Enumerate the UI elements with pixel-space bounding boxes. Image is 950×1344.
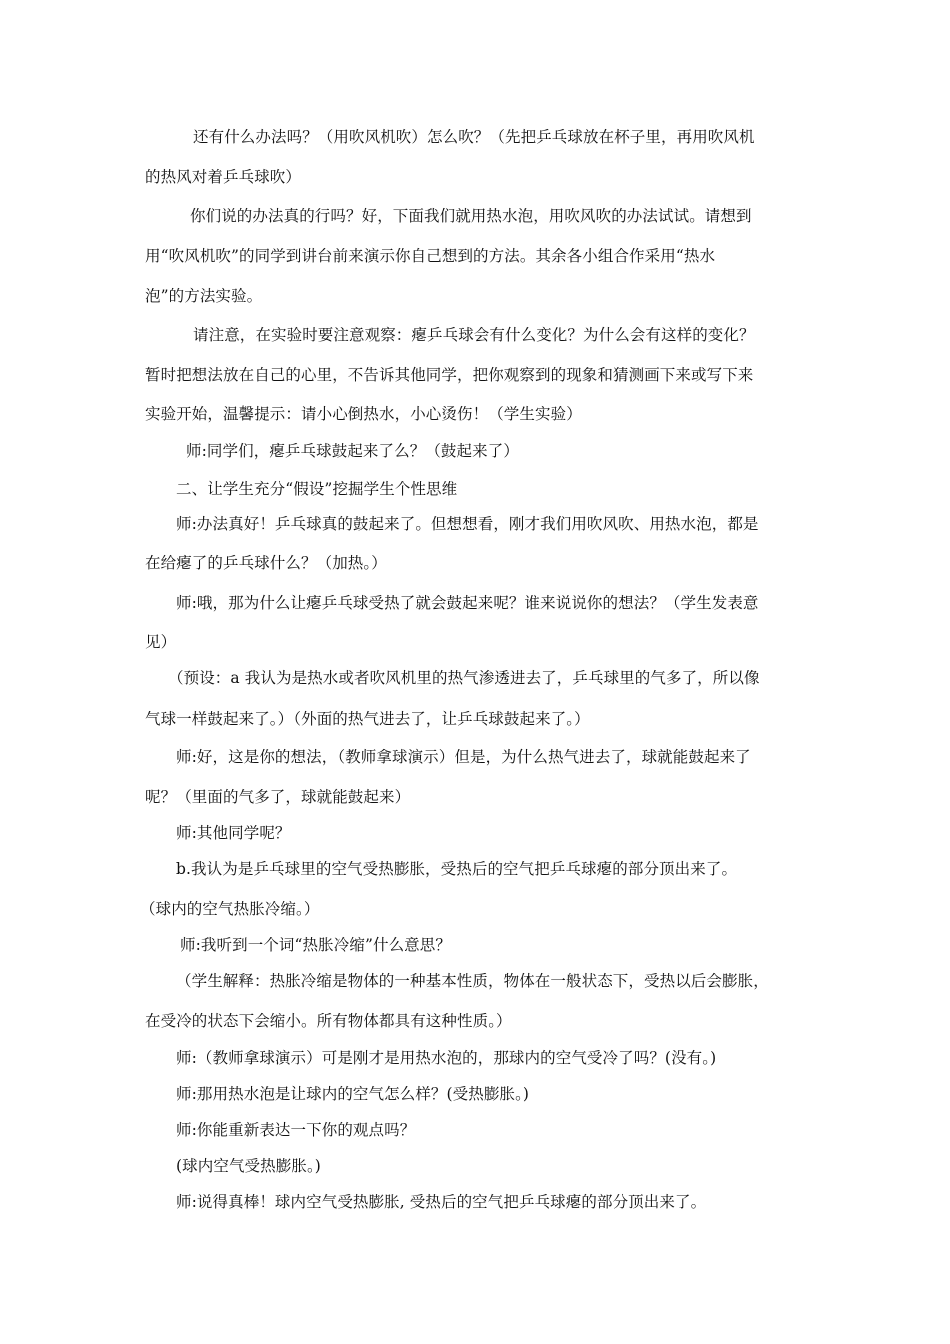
text-line: 实验开始，温馨提示：请小心倒热水，小心烫伤！（学生实验）	[145, 405, 582, 423]
text-line: 师:办法真好！乒乓球真的鼓起来了。但想想看，刚才我们用吹风吹、用热水泡，都是	[176, 515, 759, 533]
text-line: 用“吹风机吹”的同学到讲台前来演示你自己想到的方法。其余各小组合作采用“热水	[145, 247, 716, 265]
text-line: 师:说得真棒！球内空气受热膨胀, 受热后的空气把乒乓球瘪的部分顶出来了。	[176, 1193, 707, 1211]
text-line: (球内空气受热膨胀。)	[176, 1157, 321, 1175]
text-line: 泡”的方法实验。	[145, 287, 263, 305]
text-line: 的热风对着乒乓球吹）	[145, 168, 302, 186]
text-line: 呢？（里面的气多了，球就能鼓起来）	[145, 788, 411, 806]
text-line: 请注意，在实验时要注意观察：瘪乒乓球会有什么变化？为什么会有这样的变化？	[193, 326, 755, 344]
text-line: 师:那用热水泡是让球内的空气怎么样？(受热膨胀。)	[176, 1085, 530, 1103]
text-line: （球内的空气热胀冷缩。）	[140, 900, 320, 918]
text-line: 见）	[145, 633, 177, 651]
text-line: 师:其他同学呢？	[176, 824, 291, 842]
text-line: 师:我听到一个词“热胀冷缩”什么意思？	[180, 936, 451, 954]
text-line: 师:好，这是你的想法，（教师拿球演示）但是，为什么热气进去了，球就能鼓起来了	[176, 748, 751, 766]
text-line: 师:哦，那为什么让瘪乒乓球受热了就会鼓起来呢？谁来说说你的想法？（学生发表意	[176, 594, 759, 612]
text-line: （学生解释：热胀冷缩是物体的一种基本性质，物体在一般状态下，受热以后会膨胀，	[176, 972, 769, 990]
text-line: 暂时把想法放在自己的心里，不告诉其他同学，把你观察到的现象和猜测画下来或写下来	[145, 366, 754, 384]
text-line: 师:（教师拿球演示）可是刚才是用热水泡的，那球内的空气受冷了吗？(没有。)	[176, 1049, 717, 1067]
text-line: 在受冷的状态下会缩小。所有物体都具有这种性质。）	[145, 1012, 512, 1030]
text-line: 你们说的办法真的行吗？好，下面我们就用热水泡，用吹风吹的办法试试。请想到	[190, 207, 752, 225]
text-line: 气球一样鼓起来了。）（外面的热气进去了，让乒乓球鼓起来了。）	[145, 710, 590, 728]
text-line: 师:你能重新表达一下你的观点吗？	[176, 1121, 416, 1139]
text-line: 师:同学们，瘪乒乓球鼓起来了么？（鼓起来了）	[186, 442, 519, 460]
text-line: （预设：a 我认为是热水或者吹风机里的热气渗透进去了，乒乓球里的气多了，所以像	[168, 669, 760, 687]
text-line: 在给瘪了的乒乓球什么？（加热。）	[145, 554, 387, 572]
text-line: 还有什么办法吗？（用吹风机吹）怎么吹？（先把乒乓球放在杯子里，再用吹风机	[193, 128, 755, 146]
text-line: b.我认为是乒乓球里的空气受热膨胀，受热后的空气把乒乓球瘪的部分顶出来了。	[176, 860, 738, 878]
section-heading: 二、让学生充分“假设”挖掘学生个性思维	[176, 480, 458, 498]
